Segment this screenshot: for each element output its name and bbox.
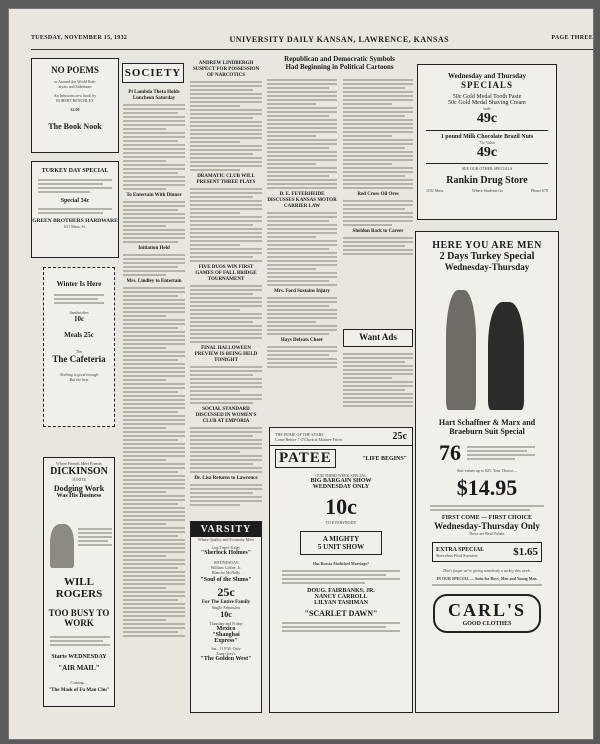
dickinson-theatre-ad [43, 457, 115, 707]
patee-feature-film: "SCARLET DAWN" [304, 609, 378, 618]
article-headline: Hays Defeats Cheer [280, 338, 324, 343]
carls-days: Wednesday-Thursday Only [434, 521, 540, 531]
cafeteria-item: Sandwiches [69, 310, 89, 315]
varsity-day: WEDNESDAY [213, 560, 239, 565]
book-title: NO POEMS [51, 65, 99, 75]
carls-suit-values: Suit-values up to $25. Your Choice— [456, 468, 518, 473]
overcoat-illustration [488, 302, 524, 410]
varsity-film: "The Golden West" [200, 656, 252, 662]
article-headline: D. E. FEYERHEIDE DISCUSSES KANSAS MOTOR CARRIER LAW [267, 192, 337, 209]
feature-title: Had Beginning in Political Cartoons [285, 63, 394, 71]
patee-name: PATEE [275, 449, 336, 468]
drug-item: 1 pound Milk Chocolate Brazil Nuts [440, 134, 534, 140]
dickinson-headline: Was His Business [56, 493, 102, 499]
article-headline: Initiation Held [138, 246, 170, 251]
patee-star: DOUG. FAIRBANKS, JR. [307, 588, 375, 594]
actor-portrait [50, 524, 74, 568]
star-name: WILL ROGERS [55, 576, 103, 600]
header-masthead: UNIVERSITY DAILY KANSAN, LAWRENCE, KANSAS [229, 35, 450, 44]
drug-specials: SPECIALS [460, 80, 513, 90]
dickinson-next-film: "AIR MAIL" [58, 664, 100, 672]
varsity-film: "Shanghai [212, 632, 240, 638]
patee-unit-show: 5 UNIT SHOW [317, 543, 365, 551]
varsity-single-price: 10c [220, 610, 232, 619]
varsity-single: Single Admission [211, 605, 241, 610]
dickinson-coming: Starts WEDNESDAY [51, 654, 107, 660]
carls-turkey-note: Don't forget we're giving somebody a turkey this week. [443, 568, 531, 573]
want-ads-column [343, 351, 413, 421]
cafeteria-price: 10c [73, 315, 85, 323]
dickinson-name: DICKINSON [50, 466, 108, 477]
varsity-film: Express" [214, 638, 238, 644]
varsity-last-times: Last Times Today [211, 545, 241, 550]
varsity-actor: Blanche McNally [211, 570, 241, 575]
article-headline: Sheldon Back to Career [352, 229, 404, 234]
varsity-tagline: Where Quality and Economy Meet [198, 537, 254, 542]
article-headline: Red Cross Oil Ores [357, 192, 399, 197]
carls-boys-note: IN OUR SPECIAL — Suits for Boys, Men and Young Men. [436, 576, 538, 581]
drug-price: 49c [476, 145, 498, 160]
article-headline: ANDREW LINDBERGH SUSPECT FOR POSSESSION OF NARCOTICS [192, 61, 260, 78]
varsity-film: Mexico [216, 626, 236, 632]
carls-headline: Wednesday-Thursday [444, 262, 530, 272]
drug-price: 49c [476, 111, 498, 126]
book-line: An Infusions new book by [53, 93, 97, 98]
carls-real-values: These are Real Values. [468, 531, 506, 536]
shop-name: The Book Nook [48, 122, 102, 131]
varsity-actor: William Collier, Jr. [210, 565, 242, 570]
patee-tagline: Come Before 7 O'Clock at Matinee Prices [275, 436, 343, 442]
varsity-price: 25c [217, 585, 235, 599]
hardware-special: Special 34c [60, 198, 90, 204]
article-headline: Pi Lambda Theta Holds Luncheon Saturday [128, 90, 180, 101]
hardware-ad [31, 161, 119, 258]
drug-address: 1101 Mass. [426, 188, 445, 193]
feature-column-right [343, 77, 413, 327]
patee-current-film: "LIFE BEGINS" [362, 455, 407, 462]
news-column [190, 58, 262, 513]
patee-price: 10c [325, 494, 357, 519]
society-column [123, 87, 185, 717]
newspaper-page [8, 8, 594, 740]
carls-brand-line: Hart Schaffner & Marx and [438, 418, 536, 427]
book-line: or Around the World Rub- [53, 79, 97, 84]
film-title: TOO BUSY TO WORK [48, 608, 110, 628]
cafeteria-slogan: Nothing is good enough [59, 372, 99, 377]
header-page-number: PAGE THREE [551, 35, 593, 41]
patee-star: NANCY CARROLL [314, 594, 368, 600]
dickinson-coming: Coming— [70, 680, 88, 685]
feature-title: Republican and Democratic Symbols [284, 55, 395, 63]
varsity-family: For The Entire Family [201, 600, 251, 605]
drug-title: Wednesday and Thursday [447, 72, 527, 80]
patee-unit-show: A MIGHTY [322, 535, 360, 543]
book-nook-ad [31, 58, 119, 153]
carls-headline: 2 Days Turkey Special [439, 251, 535, 262]
carls-headline: HERE YOU ARE MEN [432, 240, 542, 251]
drug-tagline: Where Students Go [471, 188, 504, 193]
book-author: ROBERT BENCHLEY [56, 98, 94, 103]
page-header [31, 35, 593, 50]
patee-everybody: TO EVERYBODY [325, 520, 357, 525]
cafeteria-ad [43, 267, 115, 427]
varsity-day: Sat., 11 P.M. Only [211, 646, 241, 651]
article-headline: Mrs. Ford Sustains Injury [273, 289, 331, 294]
society-banner [122, 63, 184, 83]
carls-logo: CARL'S [447, 600, 526, 620]
carls-extra-special: EXTRA SPECIAL [436, 546, 485, 553]
patee-tagline: THE HOME OF THE STARS [275, 431, 324, 437]
patee-special: BIG BARGAIN SHOW [310, 478, 372, 484]
society-title: SOCIETY [124, 67, 182, 79]
rankin-drug-ad [417, 64, 557, 220]
patee-theatre-ad [269, 427, 413, 713]
header-date: TUESDAY, NOVEMBER 15, 1932 [31, 35, 128, 41]
want-ads-banner [343, 329, 413, 347]
carls-sweater-price: $1.65 [513, 546, 538, 558]
cafeteria-name: The Cafeteria [52, 354, 106, 364]
drug-phone: Phone 678 [531, 188, 548, 193]
patee-question: Has Russia Abolished Marriage? [312, 561, 370, 566]
shop-name: GREEN BROTHERS HARDWARE [32, 218, 118, 224]
book-line: aiyats and Sideburns [58, 84, 92, 89]
article-headline: SOCIAL STANDARD DISCUSSED IN WOMEN'S CLUB AT EMPORIA [195, 407, 257, 424]
cafeteria-slogan: But the best [69, 377, 89, 382]
article-headline: Dr. Lisa Returns to Lawrence [194, 476, 258, 481]
book-price: $2.00 [70, 107, 80, 112]
patee-day: WEDNESDAY ONLY [312, 484, 370, 490]
cafeteria-the: The [75, 349, 83, 354]
patee-evening-price: 25c [392, 431, 407, 442]
dickinson-headline: Dodging Work [53, 484, 105, 493]
article-headline: To Entertain With Dinner [126, 193, 182, 198]
cafeteria-headline: Winter Is Here [56, 280, 102, 288]
varsity-film: "Sherlock Holmes" [200, 550, 252, 556]
carls-sweaters: Sleeveless Wool Sweaters [436, 552, 478, 558]
carls-brand-line: Braeburn Suit Special [449, 427, 525, 436]
article-headline: FIVE DUOS WIN FIRST GAMES OF FALL BRIDGE TOURNAMENT [195, 265, 257, 282]
hardware-title: TURKEY DAY SPECIAL [41, 168, 109, 174]
dickinson-tagline: Where Friends Meet Friends [56, 461, 102, 466]
carls-suit-count: 76 [439, 440, 461, 465]
drug-value: 75c Value [479, 140, 495, 145]
cafeteria-meals: Meals 25c [64, 331, 94, 339]
drug-other-specials: SEE OUR OTHER SPECIALS [461, 166, 513, 171]
drug-both: both [483, 106, 491, 111]
dickinson-coming-film: "The Mask of Fu Man Chu" [48, 688, 110, 693]
varsity-film: "Soul of the Slums" [200, 577, 252, 583]
article-headline: Mrs. Lindley to Entertain [126, 279, 182, 284]
shop-address: 631 Mass. St. [64, 224, 86, 229]
varsity-day: Thursday and Friday [209, 621, 243, 626]
varsity-theatre-ad [190, 521, 262, 713]
varsity-name: VARSITY [191, 522, 261, 537]
carls-first-come: FIRST COME — FIRST CHOICE [441, 515, 533, 521]
feature-column-left [267, 77, 337, 407]
article-headline: FINAL HALLOWEEN PREVIEW IS BEING HELD TONIGHT [194, 346, 258, 363]
patee-star: LILYAN TASHMAN [314, 600, 368, 606]
varsity-author: Zane Grey's [216, 651, 236, 656]
dickinson-tonite: TONITE [71, 477, 87, 482]
drug-store-name: Rankin Drug Store [446, 175, 528, 186]
patee-special: OUR THIRD WEEK SPECIAL [315, 473, 367, 478]
man-suit-illustration [446, 290, 476, 410]
drug-item: 50c Gold Medal Shaving Cream [448, 100, 526, 106]
carls-suit-price: $14.95 [456, 475, 518, 500]
carls-clothes-ad [415, 231, 559, 713]
article-headline: DRAMATIC CLUB WILL PRESENT THREE PLAYS [196, 174, 256, 185]
want-ads-title: Want Ads [359, 332, 397, 342]
carls-logo-tagline: GOOD CLOTHES [462, 621, 512, 627]
drug-item: 50c Gold Medal Tooth Paste [452, 94, 522, 100]
